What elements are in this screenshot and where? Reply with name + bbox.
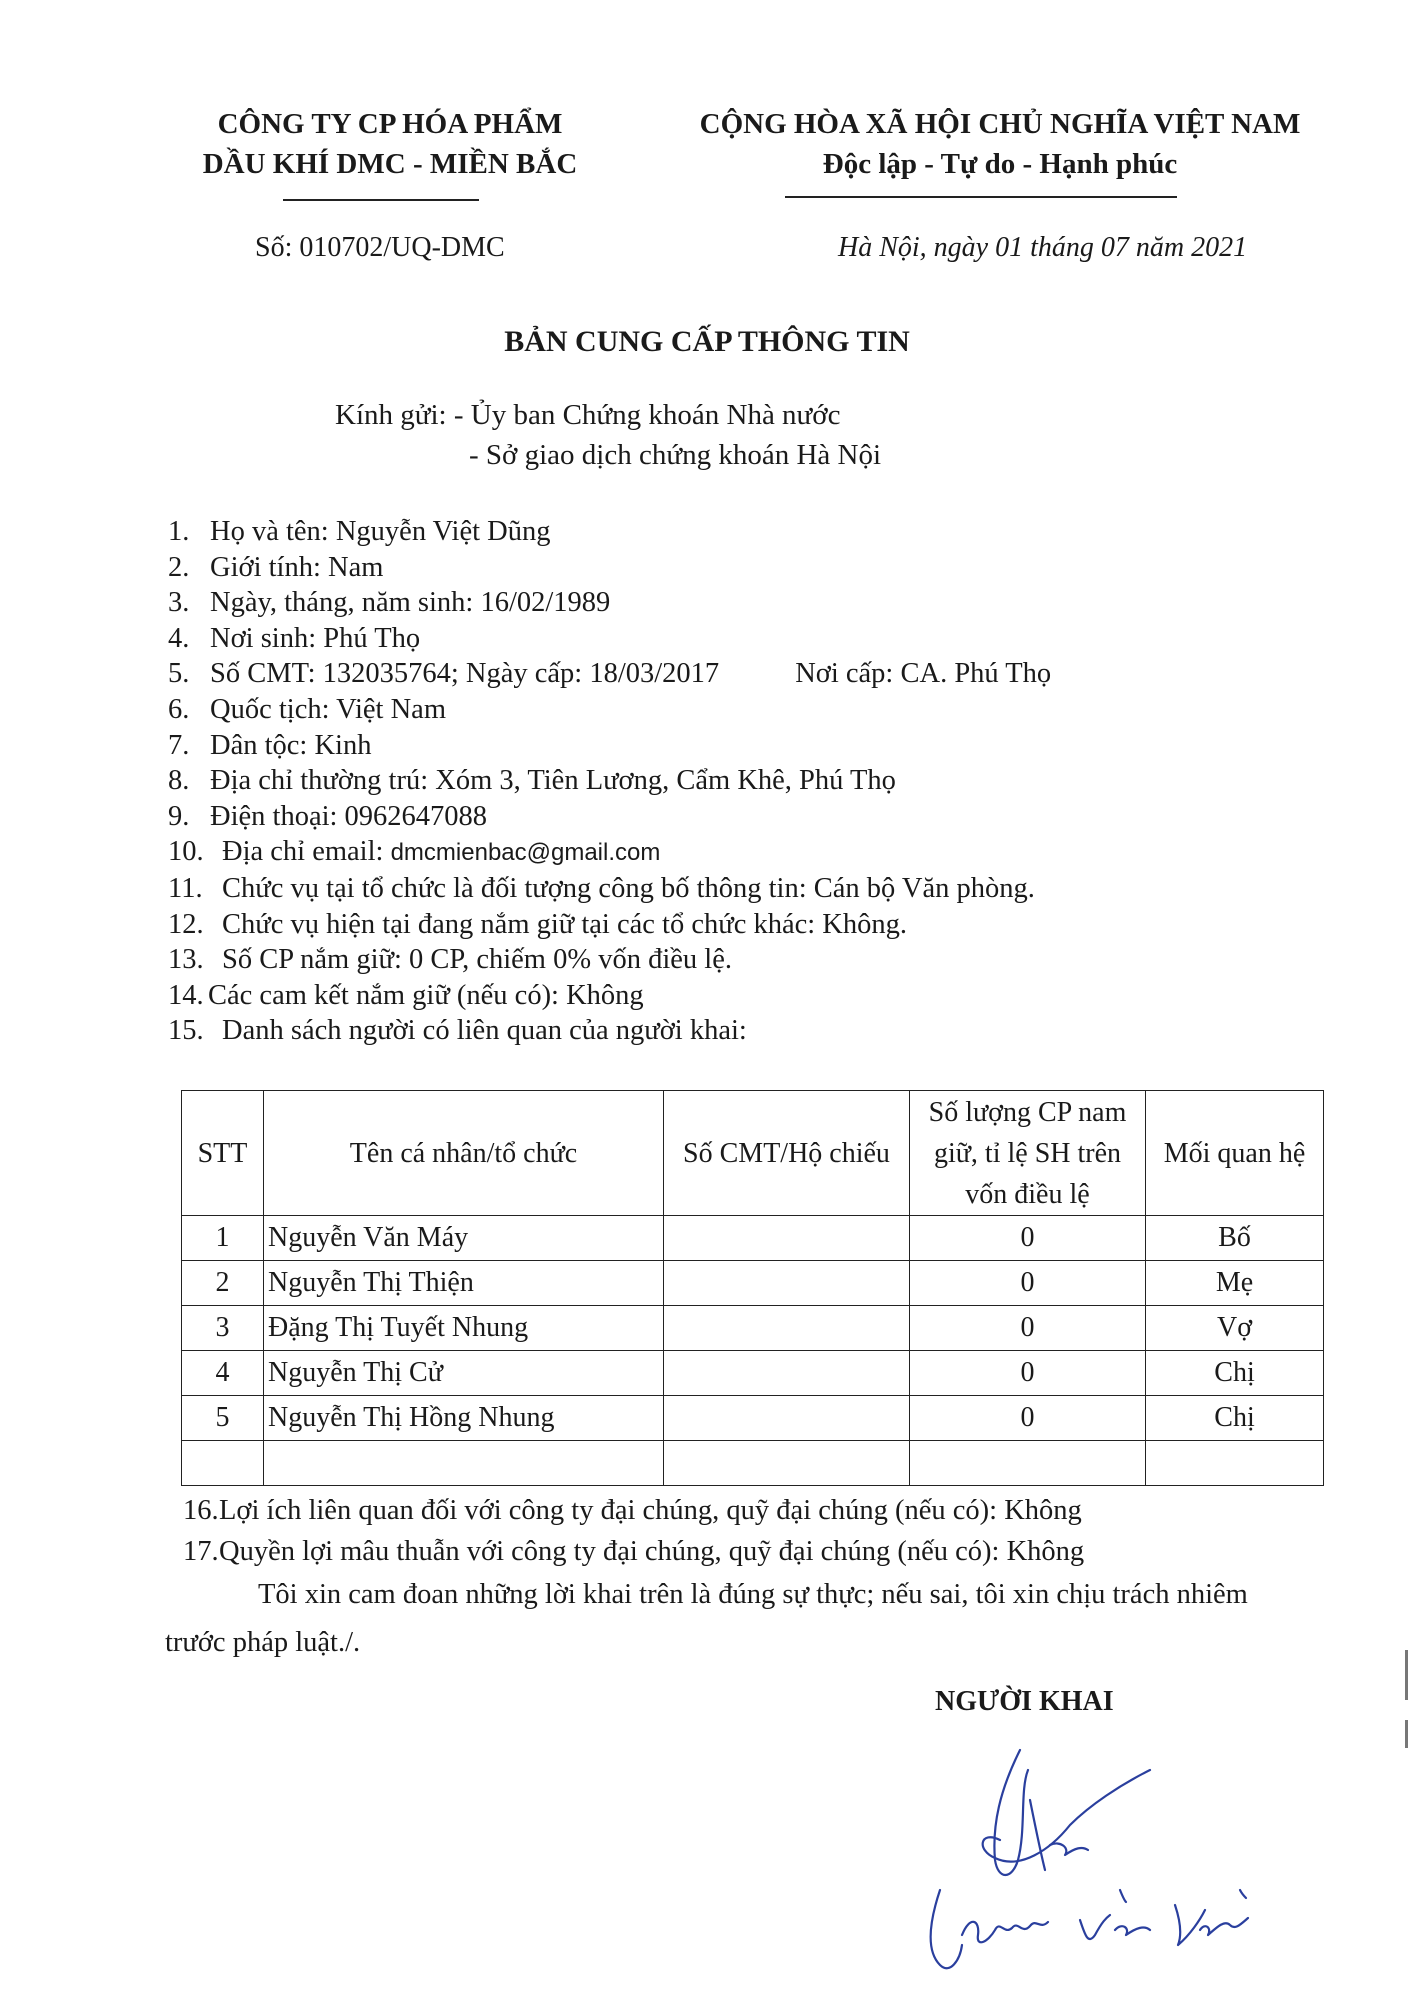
handwritten-signature [900, 1730, 1320, 1980]
item-13 [168, 942, 1051, 978]
motto: Độc lập - Tự do - Hạnh phúc [822, 148, 1178, 180]
cell-relation: Chị [1146, 1351, 1324, 1396]
scan-edge-mark [1405, 1650, 1408, 1700]
cell-shares [910, 1441, 1146, 1486]
item-number: 3. [168, 587, 190, 619]
related-persons-table [181, 1090, 1324, 1486]
cell-name [264, 1441, 664, 1486]
item-number: 16. [183, 1495, 219, 1526]
item-text: Nơi sinh: Phú Thọ [210, 622, 421, 654]
email-value: dmcmienbac@gmail.com [390, 839, 661, 867]
id-issue-place: Nơi cấp: CA. Phú Thọ [795, 658, 1052, 690]
recipients-prefix: Kính gửi: [335, 399, 447, 431]
company-name-line2: DẦU KHÍ DMC - MIỀN BẮC [202, 148, 578, 180]
item-text: Danh sách người có liên quan của người khai: [222, 1015, 747, 1047]
cell-id [664, 1261, 910, 1306]
item-text: Dân tộc: Kinh [210, 729, 372, 761]
item-number: 8. [168, 765, 190, 797]
item-8 [168, 763, 1051, 799]
scan-edge-mark [1405, 1720, 1408, 1748]
item-number: 14. [168, 979, 204, 1011]
item-number: 2. [168, 551, 190, 583]
closing-items [183, 1490, 1084, 1572]
header-name: Tên cá nhân/tổ chức [264, 1091, 664, 1216]
item-10 [168, 834, 1051, 871]
item-number: 13. [168, 944, 204, 976]
document-number: Số: 010702/UQ-DMC [255, 232, 505, 263]
item-number: 7. [168, 729, 190, 761]
table-row [182, 1306, 1324, 1351]
cell-id [664, 1306, 910, 1351]
table-row-empty [182, 1441, 1324, 1486]
item-text: Quyền lợi mâu thuẫn với công ty đại chúng, quỹ đại chúng (nếu có): Không [219, 1536, 1085, 1567]
cell-shares: 0 [910, 1306, 1146, 1351]
item-number: 5. [168, 658, 190, 690]
table-row [182, 1351, 1324, 1396]
cell-name: Nguyễn Thị Thiện [264, 1261, 664, 1306]
cell-name: Đặng Thị Tuyết Nhung [264, 1306, 664, 1351]
company-underline [283, 199, 479, 201]
table-row [182, 1216, 1324, 1261]
cell-relation: Mẹ [1146, 1261, 1324, 1306]
cell-stt: 2 [182, 1261, 264, 1306]
cell-stt [182, 1441, 264, 1486]
cell-relation [1146, 1441, 1324, 1486]
cell-stt: 1 [182, 1216, 264, 1261]
header-stt: STT [182, 1091, 264, 1216]
item-text: Họ và tên: Nguyễn Việt Dũng [210, 516, 551, 547]
item-number: 4. [168, 622, 190, 654]
recipient-1: - Ủy ban Chứng khoán Nhà nước [453, 399, 841, 431]
table-row [182, 1396, 1324, 1441]
recipient-2: - Sở giao dịch chứng khoán Hà Nội [469, 439, 882, 471]
item-14 [168, 978, 1051, 1014]
item-number: 9. [168, 800, 190, 832]
item-text: Địa chỉ email: [222, 836, 384, 868]
item-number: 10. [168, 836, 204, 868]
signer-title: NGƯỜI KHAI [935, 1686, 1114, 1717]
item-2 [168, 550, 1051, 586]
item-number: 11. [168, 872, 203, 904]
cell-shares: 0 [910, 1216, 1146, 1261]
item-number: 15. [168, 1015, 204, 1047]
item-12 [168, 907, 1051, 943]
header-shares: Số lượng CP nam giữ, tỉ lệ SH trên vốn điều lệ [910, 1091, 1146, 1216]
item-text: Điện thoại: 0962647088 [210, 800, 488, 832]
cell-name: Nguyễn Văn Máy [264, 1216, 664, 1261]
item-9 [168, 799, 1051, 835]
item-17 [183, 1531, 1084, 1572]
item-11 [168, 871, 1051, 907]
item-text: Số CP nắm giữ: 0 CP, chiếm 0% vốn điều lệ. [222, 944, 732, 976]
item-number: 1. [168, 516, 190, 547]
header-id: Số CMT/Hộ chiếu [664, 1091, 910, 1216]
item-text: Giới tính: Nam [210, 551, 384, 583]
cell-id [664, 1441, 910, 1486]
nation-heading [640, 104, 1360, 184]
cell-relation: Chị [1146, 1396, 1324, 1441]
item-1 [168, 514, 1051, 550]
item-15 [168, 1013, 1051, 1049]
cell-stt: 3 [182, 1306, 264, 1351]
item-text: Các cam kết nắm giữ (nếu có): Không [208, 979, 644, 1011]
cell-name: Nguyễn Thị Hồng Nhung [264, 1396, 664, 1441]
cell-stt: 5 [182, 1396, 264, 1441]
cell-shares: 0 [910, 1261, 1146, 1306]
company-name-line1: CÔNG TY CP HÓA PHẨM [217, 108, 563, 140]
cell-shares: 0 [910, 1351, 1146, 1396]
item-number: 6. [168, 693, 190, 725]
cell-relation: Vợ [1146, 1306, 1324, 1351]
declaration-items [168, 514, 1051, 1049]
item-5 [168, 656, 1051, 692]
item-text: Chức vụ hiện tại đang nắm giữ tại các tổ chức khác: Không. [222, 908, 908, 940]
item-number: 17. [183, 1536, 219, 1567]
place-and-date: Hà Nội, ngày 01 tháng 07 năm 2021 [838, 232, 1248, 263]
item-number: 12. [168, 908, 204, 940]
cell-relation: Bố [1146, 1216, 1324, 1261]
item-text: Lợi ích liên quan đối với công ty đại chúng, quỹ đại chúng (nếu có): Không [219, 1495, 1082, 1526]
item-4 [168, 621, 1051, 657]
item-text: Số CMT: 132035764; Ngày cấp: 18/03/2017 [210, 658, 720, 690]
item-text: Địa chỉ thường trú: Xóm 3, Tiên Lương, Cẩm Khê, Phú Thọ [210, 765, 896, 797]
declaration-line-2: trước pháp luật./. [165, 1627, 361, 1658]
document-title: BẢN CUNG CẤP THÔNG TIN [504, 325, 910, 358]
motto-underline [785, 196, 1177, 198]
item-7 [168, 728, 1051, 764]
item-3 [168, 585, 1051, 621]
cell-shares: 0 [910, 1396, 1146, 1441]
cell-name: Nguyễn Thị Cử [264, 1351, 664, 1396]
item-16 [183, 1490, 1084, 1531]
declaration-line-1: Tôi xin cam đoan những lời khai trên là đúng sự thực; nếu sai, tôi xin chịu trách nhiêm [258, 1579, 1248, 1610]
item-text: Chức vụ tại tổ chức là đối tượng công bố thông tin: Cán bộ Văn phòng. [222, 872, 1035, 904]
recipients [335, 396, 841, 434]
header-relation: Mối quan hệ [1146, 1091, 1324, 1216]
nation-line1: CỘNG HÒA XÃ HỘI CHỦ NGHĨA VIỆT NAM [699, 108, 1301, 140]
cell-stt: 4 [182, 1351, 264, 1396]
table-row [182, 1261, 1324, 1306]
item-text: Ngày, tháng, năm sinh: 16/02/1989 [210, 587, 611, 619]
cell-id [664, 1216, 910, 1261]
item-6 [168, 692, 1051, 728]
table-header-row [182, 1091, 1324, 1216]
item-text: Quốc tịch: Việt Nam [210, 693, 447, 725]
cell-id [664, 1396, 910, 1441]
company-name [160, 104, 620, 184]
cell-id [664, 1351, 910, 1396]
